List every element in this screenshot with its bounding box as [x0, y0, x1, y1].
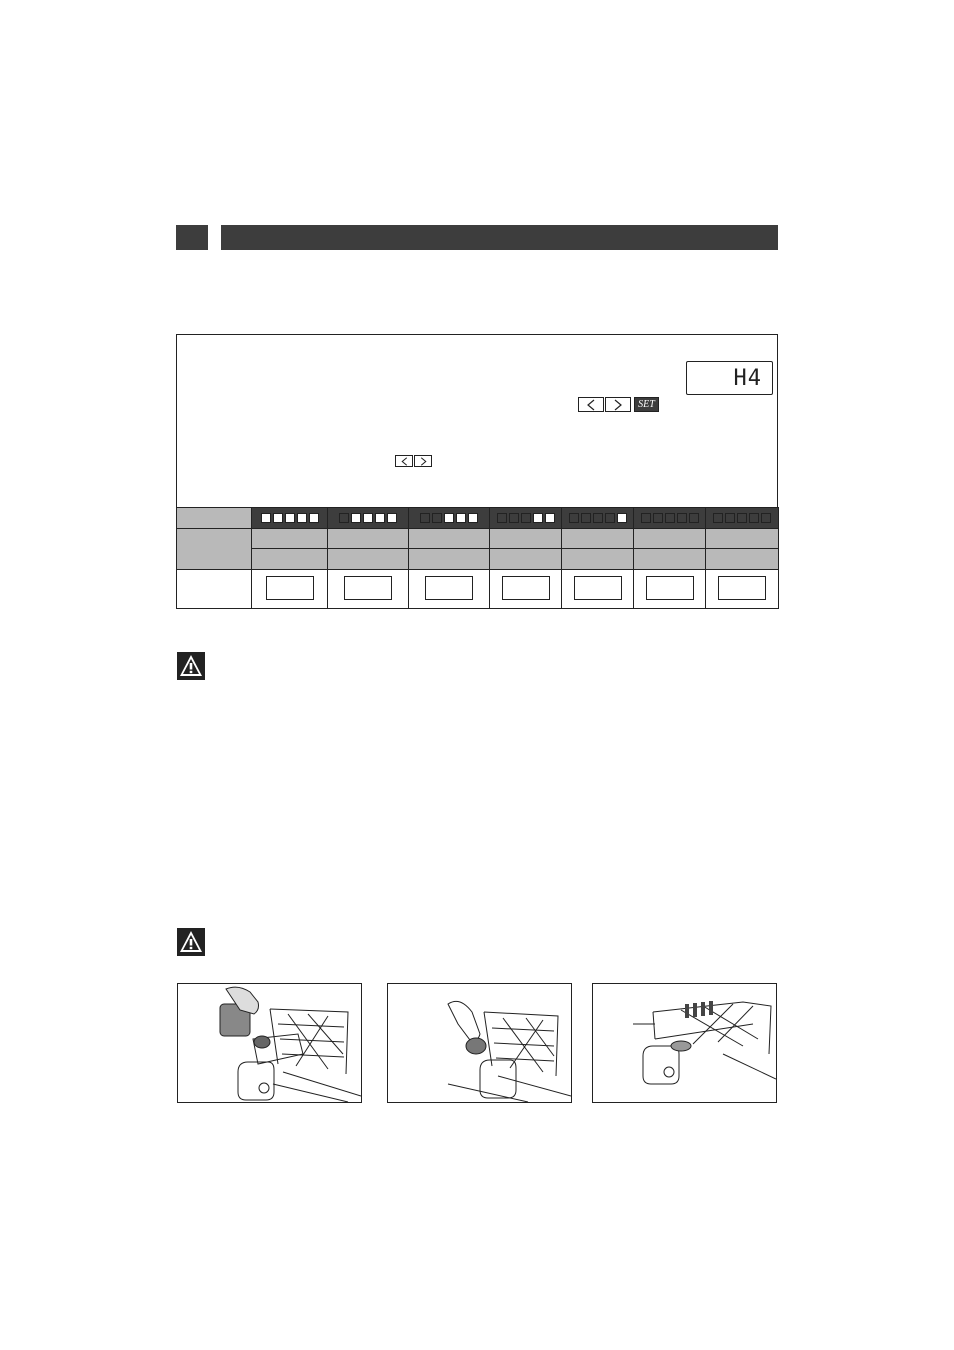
row-label-setting: [176, 569, 252, 609]
indicator-square: [456, 513, 466, 523]
indicator-squares: [252, 508, 327, 528]
hardness-value-cell: [489, 528, 562, 549]
indicator-cell: [251, 507, 328, 529]
setting-code-box: [574, 576, 622, 600]
indicator-square: [593, 513, 603, 523]
hardness-value-cell: [561, 528, 634, 549]
left-key[interactable]: [578, 397, 604, 412]
indicator-square: [309, 513, 319, 523]
set-key-label: SET: [638, 398, 655, 410]
chevron-left-icon: [400, 457, 409, 466]
illustration-fill-salt: [177, 983, 362, 1103]
indicator-cell: [408, 507, 490, 529]
indicator-square: [713, 513, 723, 523]
indicator-square: [521, 513, 531, 523]
illustration-close-cap: [387, 983, 572, 1103]
indicator-squares: [328, 508, 408, 528]
section-tab: [176, 225, 208, 250]
indicator-square: [339, 513, 349, 523]
hardness-value-cell: [705, 528, 779, 549]
hardness-value-cell: [705, 548, 779, 570]
indicator-cell: [489, 507, 562, 529]
indicator-squares: [562, 508, 633, 528]
display-readout: [686, 361, 773, 395]
indicator-square: [641, 513, 651, 523]
indicator-square: [497, 513, 507, 523]
right-key-small[interactable]: [414, 455, 432, 467]
indicator-square: [261, 513, 271, 523]
hardness-value-cell: [489, 548, 562, 570]
indicator-squares: [706, 508, 778, 528]
setting-code-box: [344, 576, 392, 600]
indicator-square: [273, 513, 283, 523]
setting-code-box: [718, 576, 766, 600]
indicator-square: [420, 513, 430, 523]
indicator-square: [533, 513, 543, 523]
indicator-square: [605, 513, 615, 523]
indicator-squares: [490, 508, 561, 528]
setting-code-box: [425, 576, 473, 600]
hardness-value-cell: [633, 548, 706, 570]
setting-cell: [633, 569, 706, 609]
chevron-left-icon: [585, 399, 597, 411]
set-key[interactable]: [634, 397, 659, 412]
indicator-squares: [634, 508, 705, 528]
indicator-square: [432, 513, 442, 523]
setting-cell: [408, 569, 490, 609]
section-title-bar: [221, 225, 778, 250]
hardness-value-cell: [408, 548, 490, 570]
indicator-square: [749, 513, 759, 523]
hardness-value-cell: [408, 528, 490, 549]
indicator-square: [569, 513, 579, 523]
indicator-square: [509, 513, 519, 523]
setting-cell: [561, 569, 634, 609]
warning-triangle-icon: [177, 928, 205, 956]
indicator-square: [761, 513, 771, 523]
hardness-value-cell: [251, 548, 328, 570]
indicator-square: [677, 513, 687, 523]
setting-code-box: [646, 576, 694, 600]
dishwasher-basket-illustration: [388, 984, 572, 1103]
setting-code-box: [266, 576, 314, 600]
indicator-square: [653, 513, 663, 523]
indicator-square: [581, 513, 591, 523]
illustration-dispenser-closed: [592, 983, 777, 1103]
warning-triangle-icon: [177, 652, 205, 680]
left-key-small[interactable]: [395, 455, 413, 467]
indicator-cell: [561, 507, 634, 529]
indicator-square: [665, 513, 675, 523]
indicator-squares: [409, 508, 489, 528]
indicator-square: [375, 513, 385, 523]
row-label-indicator: [176, 507, 252, 529]
chevron-right-icon: [419, 457, 428, 466]
hardness-value-cell: [251, 528, 328, 549]
indicator-square: [725, 513, 735, 523]
indicator-square: [285, 513, 295, 523]
indicator-square: [468, 513, 478, 523]
indicator-square: [737, 513, 747, 523]
chevron-right-icon: [612, 399, 624, 411]
setting-cell: [251, 569, 328, 609]
dishwasher-basket-illustration: [178, 984, 362, 1103]
row-label-hardness: [176, 528, 252, 570]
display-readout-text: H4: [733, 365, 762, 391]
indicator-square: [617, 513, 627, 523]
setting-code-box: [502, 576, 550, 600]
setting-cell: [705, 569, 779, 609]
indicator-cell: [327, 507, 409, 529]
indicator-square: [351, 513, 361, 523]
right-key[interactable]: [605, 397, 631, 412]
indicator-cell: [705, 507, 779, 529]
hardness-value-cell: [327, 528, 409, 549]
hardness-value-cell: [327, 548, 409, 570]
indicator-square: [444, 513, 454, 523]
setting-cell: [489, 569, 562, 609]
indicator-square: [689, 513, 699, 523]
hardness-value-cell: [561, 548, 634, 570]
indicator-square: [297, 513, 307, 523]
dishwasher-basket-illustration: [593, 984, 777, 1103]
indicator-square: [363, 513, 373, 523]
hardness-value-cell: [633, 528, 706, 549]
indicator-cell: [633, 507, 706, 529]
indicator-square: [387, 513, 397, 523]
indicator-square: [545, 513, 555, 523]
setting-cell: [327, 569, 409, 609]
